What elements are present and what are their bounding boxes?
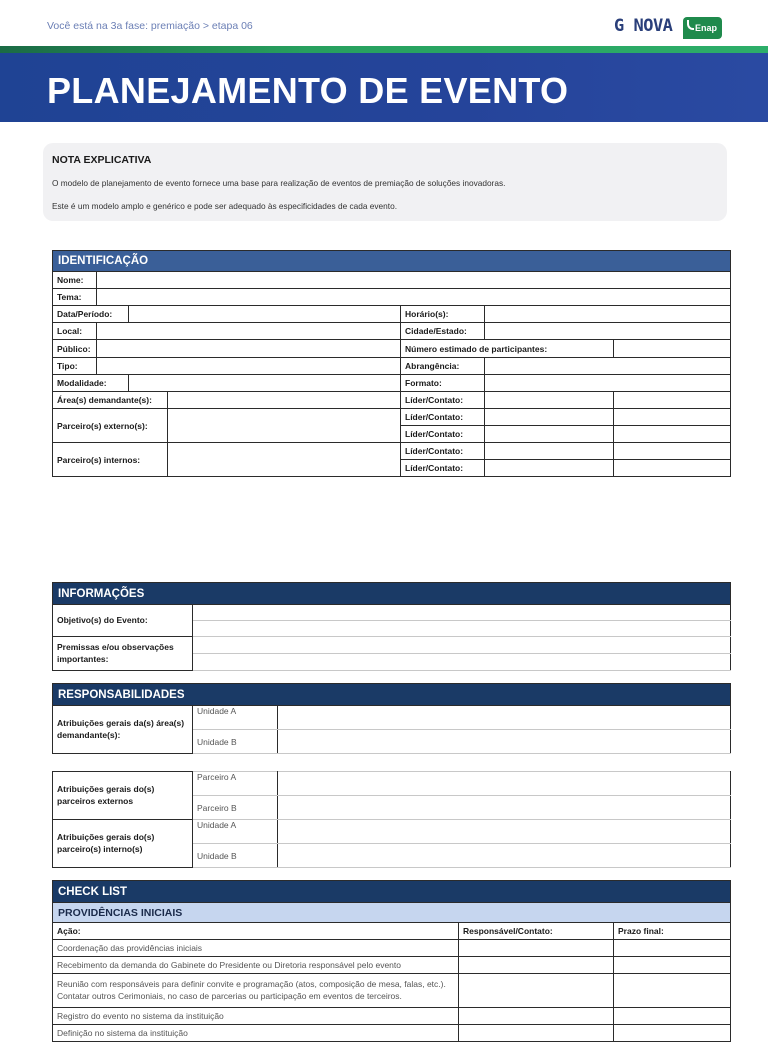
modalidade-label: Modalidade: [53, 375, 129, 392]
publico-field[interactable] [97, 340, 401, 358]
horarios-field[interactable] [485, 306, 731, 323]
data-periodo-field[interactable] [129, 306, 401, 323]
parceiro-b-field[interactable] [278, 796, 731, 820]
note-heading: NOTA EXPLICATIVA [52, 154, 152, 166]
prazo-column-header: Prazo final: [614, 923, 731, 940]
responsavel-cell[interactable] [459, 1025, 614, 1042]
parceiros-internos-label: Parceiro(s) internos: [53, 443, 168, 477]
premissas-label: Premissas e/ou observações importantes: [53, 637, 193, 671]
lider-contato-extra-field[interactable] [614, 392, 731, 409]
top-bar [0, 0, 768, 46]
numero-participantes-field[interactable] [614, 340, 731, 358]
horarios-label: Horário(s): [401, 306, 485, 323]
prazo-cell[interactable] [614, 974, 731, 1008]
data-periodo-label: Data/Período: [53, 306, 129, 323]
responsavel-cell[interactable] [459, 974, 614, 1008]
prazo-cell[interactable] [614, 940, 731, 957]
responsabilidades-table [52, 683, 731, 754]
prazo-cell[interactable] [614, 957, 731, 974]
identificacao-table [52, 250, 731, 477]
unidade-b-label: Unidade B [193, 844, 278, 868]
parceiros-externos-field[interactable] [168, 409, 401, 443]
table-row [53, 957, 731, 974]
cidade-estado-field[interactable] [485, 323, 731, 340]
responsavel-cell[interactable] [459, 940, 614, 957]
unidade-a-label: Unidade A [193, 706, 278, 730]
lider-contato-extra-field[interactable] [614, 426, 731, 443]
lider-contato-field[interactable] [485, 409, 614, 426]
lider-contato-label: Líder/Contato: [401, 426, 485, 443]
acao-column-header: Ação: [53, 923, 459, 940]
formato-label: Formato: [401, 375, 485, 392]
breadcrumb[interactable]: Você está na 3a fase: premiação > etapa 06 [47, 20, 253, 32]
unidade-b-field[interactable] [278, 730, 731, 754]
premissas-field[interactable] [193, 637, 731, 654]
table-row [53, 1008, 731, 1025]
acao-cell: Registro do evento no sistema da instituição [53, 1008, 459, 1025]
local-label: Local: [53, 323, 97, 340]
abrangencia-label: Abrangência: [401, 358, 485, 375]
lider-contato-field[interactable] [485, 443, 614, 460]
objetivos-label: Objetivo(s) do Evento: [53, 605, 193, 637]
parceiros-internos-atribuicoes-label: Atribuições gerais do(s) parceiro(s) interno(s) [53, 820, 193, 868]
lider-contato-field[interactable] [485, 460, 614, 477]
local-field[interactable] [97, 323, 401, 340]
objetivos-field[interactable] [193, 605, 731, 621]
premissas-field[interactable] [193, 654, 731, 671]
providencias-iniciais-heading: PROVIDÊNCIAS INICIAIS [53, 903, 731, 923]
parceiros-externos-label: Parceiro(s) externo(s): [53, 409, 168, 443]
tipo-label: Tipo: [53, 358, 97, 375]
gnova-logo: G NOVA [614, 16, 673, 36]
formato-field[interactable] [485, 375, 731, 392]
lider-contato-extra-field[interactable] [614, 443, 731, 460]
explanatory-note [43, 143, 727, 221]
acao-cell: Recebimento da demanda do Gabinete do Presidente ou Diretoria responsável pelo evento [53, 957, 459, 974]
lider-contato-label: Líder/Contato: [401, 443, 485, 460]
responsavel-column-header: Responsável/Contato: [459, 923, 614, 940]
unidade-a-label: Unidade A [193, 820, 278, 844]
responsabilidades-heading: RESPONSABILIDADES [53, 684, 731, 706]
table-row [53, 1025, 731, 1042]
nome-field[interactable] [97, 272, 731, 289]
objetivos-field[interactable] [193, 621, 731, 637]
lider-contato-label: Líder/Contato: [401, 392, 485, 409]
title-banner [0, 46, 768, 122]
parceiros-externos-atribuicoes-label: Atribuições gerais do(s) parceiros externos [53, 772, 193, 820]
areas-demandantes-label: Área(s) demandante(s): [53, 392, 168, 409]
areas-demandantes-atribuicoes-label: Atribuições gerais da(s) área(s) demandante(s): [53, 706, 193, 754]
lider-contato-field[interactable] [485, 426, 614, 443]
tema-field[interactable] [97, 289, 731, 306]
prazo-cell[interactable] [614, 1025, 731, 1042]
prazo-cell[interactable] [614, 1008, 731, 1025]
acao-cell: Coordenação das providências iniciais [53, 940, 459, 957]
lider-contato-label: Líder/Contato: [401, 460, 485, 477]
table-row [53, 974, 731, 1008]
acao-cell: Definição no sistema da instituição [53, 1025, 459, 1042]
page-title: PLANEJAMENTO DE EVENTO [47, 70, 569, 111]
table-row [53, 940, 731, 957]
checklist-table [52, 880, 731, 1042]
tema-label: Tema: [53, 289, 97, 306]
unidade-a-field[interactable] [278, 706, 731, 730]
leaf-icon [687, 20, 694, 30]
parceiro-b-label: Parceiro B [193, 796, 278, 820]
nome-label: Nome: [53, 272, 97, 289]
areas-demandantes-field[interactable] [168, 392, 401, 409]
informacoes-heading: INFORMAÇÕES [53, 583, 731, 605]
unidade-b-label: Unidade B [193, 730, 278, 754]
numero-participantes-label: Número estimado de participantes: [401, 340, 614, 358]
unidade-a-field[interactable] [278, 820, 731, 844]
acao-cell: Reunião com responsáveis para definir convite e programação (atos, composição de mesa, falas, etc.). Contatar outros Cerimoniais, no caso de parcerias ou participação em eventos de terceiros. [53, 974, 459, 1008]
cidade-estado-label: Cidade/Estado: [401, 323, 485, 340]
identificacao-heading: IDENTIFICAÇÃO [53, 251, 731, 272]
publico-label: Público: [53, 340, 97, 358]
lider-contato-extra-field[interactable] [614, 409, 731, 426]
atribuicoes-parceiros-table [52, 771, 731, 868]
modalidade-field[interactable] [129, 375, 401, 392]
lider-contato-field[interactable] [485, 392, 614, 409]
parceiro-a-field[interactable] [278, 772, 731, 796]
checklist-heading: CHECK LIST [53, 881, 731, 903]
unidade-b-field[interactable] [278, 844, 731, 868]
note-line-2: Este é um modelo amplo e genérico e pode ser adequado às especificidades de cada evento. [52, 201, 398, 211]
responsavel-cell[interactable] [459, 957, 614, 974]
lider-contato-label: Líder/Contato: [401, 409, 485, 426]
enap-logo [683, 17, 722, 39]
parceiros-internos-field[interactable] [168, 443, 401, 477]
parceiro-a-label: Parceiro A [193, 772, 278, 796]
lider-contato-extra-field[interactable] [614, 460, 731, 477]
enap-logo-text: Enap [695, 23, 718, 33]
tipo-field[interactable] [97, 358, 401, 375]
informacoes-table [52, 582, 731, 671]
note-line-1: O modelo de planejamento de evento fornece uma base para realização de eventos de premiação de soluções inovadoras. [52, 178, 506, 188]
responsavel-cell[interactable] [459, 1008, 614, 1025]
abrangencia-field[interactable] [485, 358, 731, 375]
